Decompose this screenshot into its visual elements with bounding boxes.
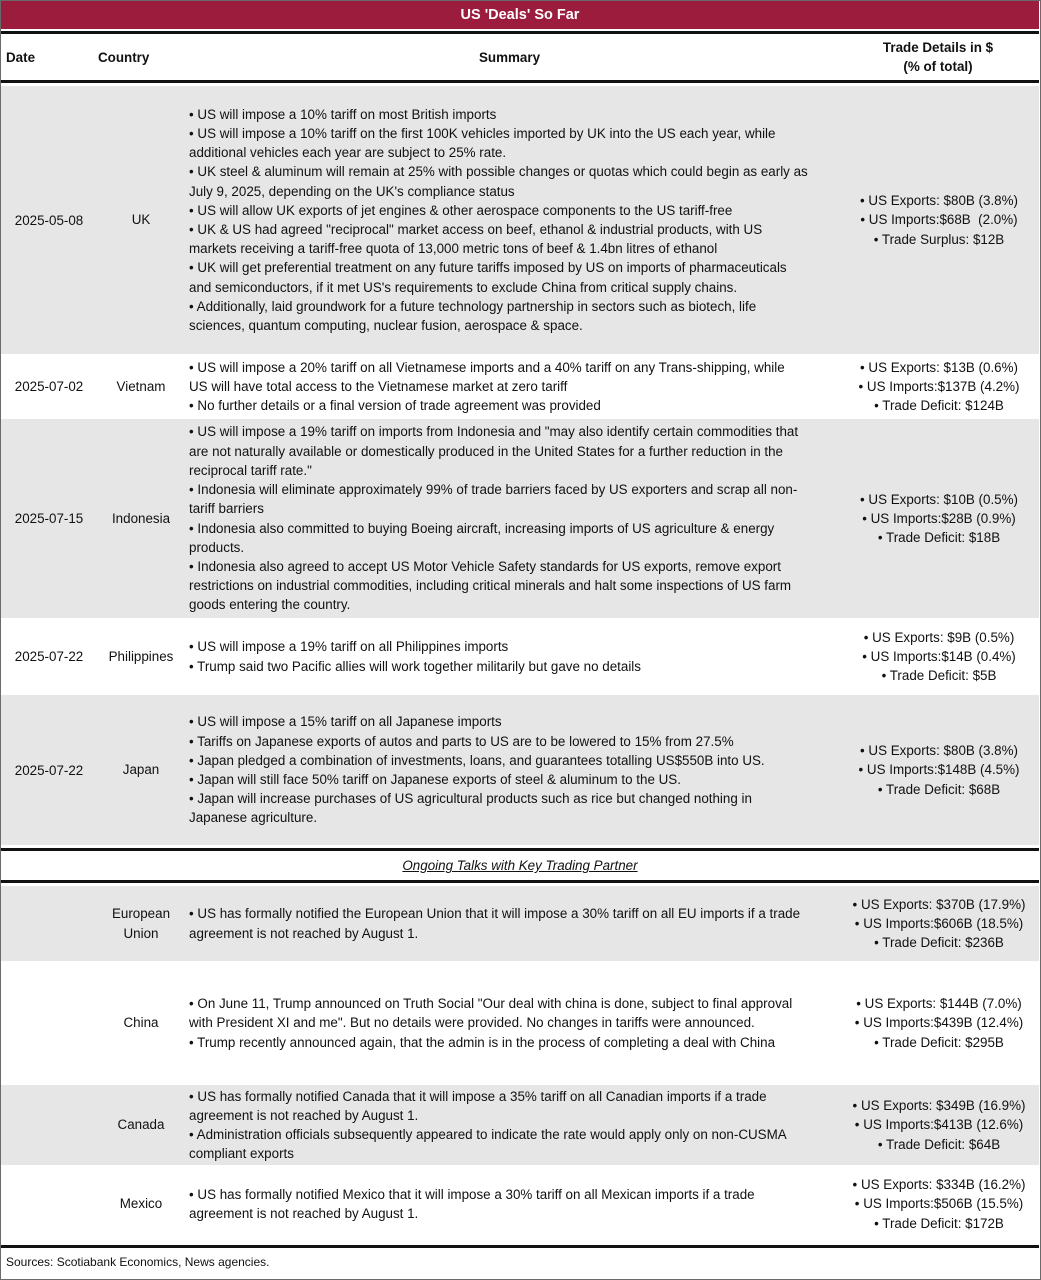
summary-line: markets receiving a tariff-free quota of 13,000 metric tons of beef & 1.4bn litres of ethanol: [189, 241, 718, 257]
row-country: [97, 1085, 185, 1165]
summary-line: agreement is not reached by August 1.: [189, 1107, 419, 1123]
summary-line: sciences, quantum computing, nuclear fusion, aerospace & space.: [189, 318, 583, 334]
summary-line: • Trump recently announced again, that the admin is in the process of completing a deal with China: [189, 1034, 776, 1050]
summary-line: Japanese agriculture.: [189, 810, 318, 826]
row-country: [97, 961, 185, 1085]
summary-line: are not naturally available or domestically produced in the United States for a further reduction in the: [189, 443, 783, 459]
header-country: Country: [98, 50, 150, 65]
trade-line: • Trade Deficit: $124B: [874, 398, 1004, 414]
trade-line: • US Exports: $80B (3.8%): [859, 743, 1018, 759]
summary-line: tariff barriers: [189, 501, 264, 517]
table-row: [1, 886, 1039, 961]
row-summary: [189, 1085, 839, 1165]
trade-line: • US Exports: $9B (0.5%): [863, 629, 1015, 645]
summary-line: • No further details or a final version of trade agreement was provided: [189, 398, 601, 414]
summary-line: • Additionally, laid groundwork for a future technology partnership in sectors such as biotech, life: [189, 298, 757, 314]
country-line: Mexico: [119, 1196, 163, 1212]
trade-line: • US Imports:$506B (15.5%): [854, 1196, 1024, 1212]
row-summary: [189, 886, 839, 961]
trade-line: • US Imports:$413B (12.6%): [854, 1117, 1024, 1133]
row-summary: [189, 961, 839, 1085]
trade-line: • US Exports: $370B (17.9%): [852, 896, 1026, 912]
summary-line: • US will impose a 19% tariff on all Philippines imports: [189, 639, 509, 655]
trade-line: • Trade Deficit: $64B: [877, 1136, 1001, 1152]
trade-line: • US Imports:$28B (0.9%): [862, 510, 1016, 526]
summary-line: • US has formally notified Canada that it will impose a 35% tariff on all Canadian imports if a trade: [189, 1088, 767, 1104]
summary-line: compliant exports: [189, 1146, 294, 1162]
table-row: [1, 961, 1039, 1085]
row-date: [1, 886, 97, 961]
header-trade-line1: Trade Details in $: [882, 40, 994, 55]
row-summary: [189, 354, 839, 419]
country-line: Indonesia: [111, 510, 171, 526]
summary-line: goods entering the country.: [189, 597, 351, 613]
row-trade-details: [839, 886, 1039, 961]
table-row: [1, 86, 1039, 354]
row-summary: [189, 695, 839, 845]
row-trade-details: [839, 1165, 1039, 1243]
table-row: [1, 1165, 1039, 1243]
trade-line: • Trade Deficit: $5B: [881, 668, 997, 684]
summary-line: • UK steel & aluminum will remain at 25% with possible changes or quotas which could begin as early as: [189, 164, 808, 180]
summary-line: • UK & US had agreed "reciprocal" market access on beef, ethanol & industrial products, with US: [189, 222, 763, 237]
trade-line: • US Imports:$137B (4.2%): [858, 378, 1020, 394]
trade-line: • Trade Deficit: $68B: [877, 781, 1001, 797]
trade-line: • Trade Deficit: $295B: [874, 1034, 1004, 1050]
table-row: [1, 1085, 1039, 1165]
header-trade-details: [838, 38, 1038, 76]
row-date: 2025-07-15: [14, 511, 84, 526]
row-country: [97, 86, 185, 354]
row-date: 2025-07-22: [14, 762, 84, 778]
country-line: Union: [123, 925, 159, 941]
section-title-ongoing-talks: Ongoing Talks with Key Trading Partner: [402, 858, 638, 873]
row-summary: [189, 618, 839, 695]
country-line: European: [111, 906, 171, 922]
row-trade-details: [839, 354, 1039, 419]
sources-note: Sources: Scotiabank Economics, News agencies.: [6, 1255, 270, 1269]
trade-line: • Trade Deficit: $18B: [877, 530, 1001, 546]
summary-line: • US will impose a 19% tariff on imports from Indonesia and "may also identify certain commodities that: [189, 424, 799, 440]
table-row: [1, 695, 1039, 845]
trade-line: • US Imports:$148B (4.5%): [858, 762, 1020, 778]
country-line: China: [123, 1015, 159, 1031]
row-date: [1, 1085, 97, 1165]
summary-line: • US has formally notified Mexico that it will impose a 30% tariff on all Mexican imports if a trade: [189, 1186, 755, 1202]
header-top-rule: [1, 31, 1039, 34]
summary-line: US will have total access to the Vietnamese market at zero tariff: [189, 378, 568, 394]
country-line: Philippines: [108, 648, 174, 664]
trade-line: • US Imports:$439B (12.4%): [854, 1015, 1024, 1031]
trade-line: • US Imports:$14B (0.4%): [862, 648, 1016, 664]
header-summary: Summary: [479, 50, 541, 65]
summary-line: agreement is not reached by August 1.: [189, 1206, 419, 1221]
country-line: Vietnam: [116, 378, 166, 394]
trade-line: • Trade Deficit: $236B: [874, 935, 1004, 951]
header-date: Date: [6, 50, 36, 65]
summary-line: • Tariffs on Japanese exports of autos and parts to US are to be lowered to 15% from 27.5%: [189, 733, 734, 749]
summary-line: products.: [189, 539, 245, 555]
country-line: Canada: [117, 1117, 165, 1133]
summary-line: • US will allow UK exports of jet engines & other aerospace components to the US tariff-free: [189, 202, 733, 218]
summary-line: • US will impose a 10% tariff on most British imports: [189, 106, 497, 122]
summary-line: restrictions on industrial commodities, including critical minerals and halt some inspections of US farm: [189, 578, 792, 594]
trade-line: • Trade Deficit: $172B: [874, 1215, 1004, 1231]
table-row: [1, 419, 1039, 618]
summary-line: • Japan will still face 50% tariff on Japanese exports of steel & aluminum to the US.: [189, 772, 681, 787]
table-bottom-rule: [1, 1245, 1039, 1248]
trade-line: • US Exports: $334B (16.2%): [852, 1177, 1026, 1193]
trade-line: • US Exports: $10B (0.5%): [859, 491, 1018, 507]
summary-line: • Japan pledged a combination of investments, loans, and guarantees totalling US$550B into US.: [189, 752, 765, 768]
country-line: Japan: [122, 762, 160, 778]
row-country: [97, 354, 185, 419]
table-title: US 'Deals' So Far: [1, 1, 1039, 29]
row-date: 2025-07-02: [14, 379, 84, 394]
table-row: [1, 354, 1039, 419]
summary-line: • Indonesia also agreed to accept US Motor Vehicle Safety standards for US exports, remove export: [189, 558, 781, 574]
row-summary: [189, 86, 839, 354]
section-bottom-rule: [1, 880, 1039, 883]
trade-line: • Trade Surplus: $12B: [873, 231, 1005, 247]
table-row: [1, 618, 1039, 695]
trade-line: • US Exports: $13B (0.6%): [859, 359, 1018, 375]
row-trade-details: [839, 419, 1039, 618]
row-trade-details: [839, 1085, 1039, 1165]
row-trade-details: [839, 86, 1039, 354]
header-bottom-rule: [1, 80, 1039, 83]
row-summary: [189, 1165, 839, 1243]
row-country: [97, 695, 185, 845]
summary-line: July 9, 2025, depending on the UK's compliance status: [189, 183, 515, 199]
row-country: [97, 1165, 185, 1243]
row-date: [1, 961, 97, 1085]
deals-bottom-rule: [1, 848, 1039, 851]
summary-line: • On June 11, Trump announced on Truth Social "Our deal with china is done, subject to final approval: [189, 996, 793, 1012]
row-trade-details: [839, 618, 1039, 695]
summary-line: additional vehicles each year are subject to 25% rate.: [189, 145, 507, 161]
summary-line: and semiconductors, if it met US's requirements to exclude China from critical supply chains.: [189, 279, 738, 295]
country-line: UK: [131, 212, 151, 228]
summary-line: with President XI and me". But no details were provided. No changes in tariffs were announced.: [189, 1015, 755, 1031]
row-summary: [189, 419, 839, 618]
row-trade-details: [839, 695, 1039, 845]
row-trade-details: [839, 961, 1039, 1085]
summary-line: • US will impose a 20% tariff on all Vietnamese imports and a 40% tariff on any Trans-shipping, while: [189, 359, 785, 375]
header-trade-line2: (% of total): [903, 59, 973, 74]
summary-line: • US will impose a 15% tariff on all Japanese imports: [189, 714, 502, 730]
summary-line: • US will impose a 10% tariff on the first 100K vehicles imported by UK into the US each year, while: [189, 125, 776, 141]
summary-line: • US has formally notified the European Union that it will impose a 30% tariff on all EU imports if a trade: [189, 906, 801, 922]
summary-line: • Trump said two Pacific allies will work together militarily but gave no details: [189, 658, 641, 674]
summary-line: • UK will get preferential treatment on any future tariffs imposed by US on imports of pharmaceuticals: [189, 260, 787, 276]
row-date: 2025-05-08: [14, 212, 84, 228]
summary-line: reciprocal tariff rate.": [189, 462, 312, 478]
trade-line: • US Exports: $349B (16.9%): [852, 1098, 1026, 1114]
row-country: [97, 618, 185, 695]
trade-line: • US Exports: $144B (7.0%): [856, 996, 1022, 1012]
trade-line: • US Exports: $80B (3.8%): [859, 193, 1018, 209]
row-country: [97, 886, 185, 961]
row-country: [97, 419, 185, 618]
summary-line: • Indonesia also committed to buying Boeing aircraft, increasing imports of US agriculture & energy: [189, 520, 775, 536]
summary-line: • Indonesia will eliminate approximately 99% of trade barriers faced by US exporters and scrap all non-: [189, 482, 798, 498]
row-date: 2025-07-22: [14, 649, 84, 664]
summary-line: • Japan will increase purchases of US agricultural products such as rice but changed nothing in: [189, 791, 752, 807]
trade-line: • US Imports:$606B (18.5%): [854, 915, 1024, 931]
row-date: [1, 1165, 97, 1243]
summary-line: • Administration officials subsequently appeared to indicate the rate would apply only on non-CUSMA: [189, 1127, 787, 1142]
summary-line: agreement is not reached by August 1.: [189, 925, 419, 941]
trade-line: • US Imports:$68B (2.0%): [860, 212, 1018, 228]
